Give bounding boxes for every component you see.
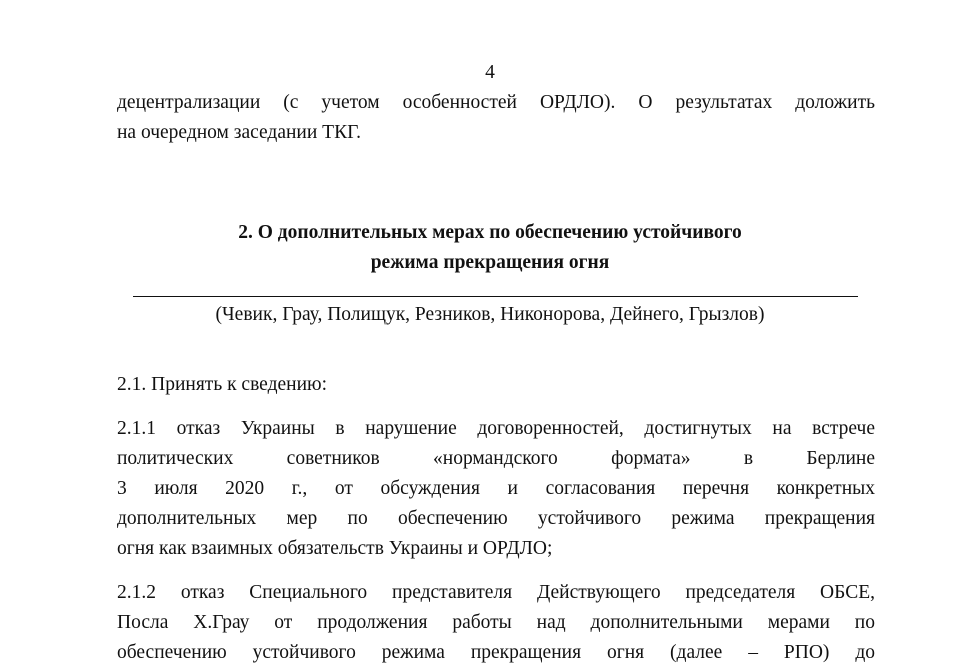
intro-line-2: на очередном заседании ТКГ. <box>117 122 362 143</box>
paragraph-2-1-2-line-1: 2.1.2 отказ Специального представителя Действующего председателя ОБСЕ, <box>117 582 875 603</box>
section-title-line-1: 2. О дополнительных мерах по обеспечению устойчивого <box>238 222 742 243</box>
paragraph-2-1-2-line-3: обеспечению устойчивого режима прекращения огня (далее – РПО) до <box>117 642 875 663</box>
speakers-list: (Чевик, Грау, Полищук, Резников, Никонорова, Дейнего, Грызлов) <box>215 304 765 325</box>
paragraph-2-1-1-line-4: дополнительных мер по обеспечению устойчивого режима прекращения <box>117 508 875 529</box>
page-number: 4 <box>485 62 495 83</box>
paragraph-2-1-2-line-2: Посла Х.Грау от продолжения работы над дополнительными мерами по <box>117 612 875 633</box>
horizontal-rule <box>133 296 858 297</box>
intro-line-1: децентрализации (с учетом особенностей ОРДЛО). О результатах доложить <box>117 92 875 113</box>
paragraph-2-1: 2.1. Принять к сведению: <box>117 374 328 395</box>
paragraph-2-1-1-line-2: политических советников «нормандского формата» в Берлине <box>117 448 875 469</box>
section-title-line-2: режима прекращения огня <box>370 252 610 273</box>
paragraph-2-1-1-line-3: 3 июля 2020 г., от обсуждения и согласования перечня конкретных <box>117 478 875 499</box>
paragraph-2-1-1-line-1: 2.1.1 отказ Украины в нарушение договоренностей, достигнутых на встрече <box>117 418 875 439</box>
paragraph-2-1-1-line-5: огня как взаимных обязательств Украины и ОРДЛО; <box>117 538 553 559</box>
